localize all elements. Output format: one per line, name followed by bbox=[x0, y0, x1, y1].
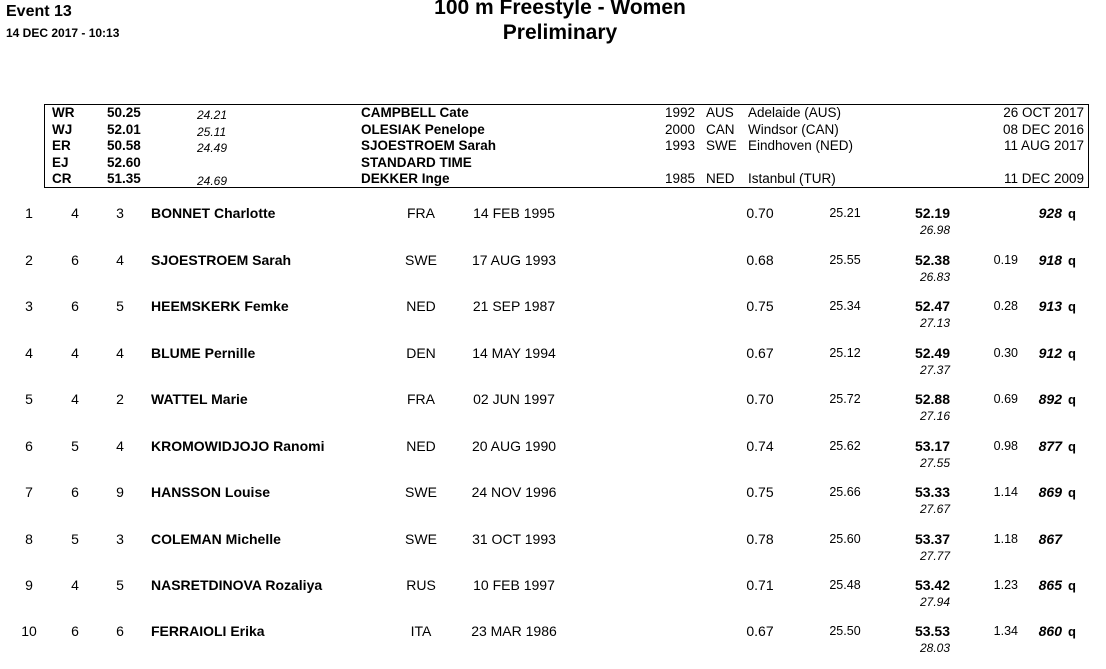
qualified-mark: q bbox=[1068, 624, 1076, 639]
record-nation: SWE bbox=[706, 138, 737, 153]
record-date: 08 DEC 2016 bbox=[1002, 121, 1084, 137]
points: 892 bbox=[1038, 391, 1062, 407]
points: 867 bbox=[1038, 530, 1062, 547]
record-date: 26 OCT 2017 bbox=[1003, 105, 1084, 120]
qualified-mark: q bbox=[1068, 392, 1076, 407]
rank: 7 bbox=[25, 484, 33, 500]
rank: 3 bbox=[25, 298, 33, 314]
final-time: 53.33 bbox=[914, 484, 950, 500]
swimmer-name: WATTEL Marie bbox=[151, 391, 248, 407]
lane: 3 bbox=[116, 530, 124, 547]
split-second-50: 26.83 bbox=[919, 269, 950, 284]
swimmer-name: NASRETDINOVA Rozaliya bbox=[151, 577, 323, 593]
points: 928 bbox=[1038, 205, 1062, 221]
record-holder: OLESIAK Penelope bbox=[361, 121, 485, 137]
record-year: 1993 bbox=[665, 138, 696, 153]
birth-date: 14 FEB 1995 bbox=[473, 205, 555, 221]
record-place: Adelaide (AUS) bbox=[748, 105, 842, 120]
split-50m: 25.12 bbox=[829, 345, 861, 360]
final-time: 53.53 bbox=[914, 623, 950, 639]
swimmer-name: HEEMSKERK Femke bbox=[151, 298, 289, 314]
split-second-50: 27.16 bbox=[919, 409, 950, 423]
qualified-mark: q bbox=[1068, 345, 1076, 361]
rank: 10 bbox=[21, 623, 37, 639]
record-place: Windsor (CAN) bbox=[748, 121, 839, 137]
result-row bbox=[0, 623, 1106, 669]
result-row bbox=[0, 484, 1106, 530]
split-second-50: 27.55 bbox=[919, 455, 950, 470]
points: 913 bbox=[1038, 298, 1062, 314]
record-holder: DEKKER Inge bbox=[361, 171, 450, 186]
reaction-time: 0.67 bbox=[746, 623, 774, 639]
final-time: 53.42 bbox=[914, 577, 950, 593]
record-place: Istanbul (TUR) bbox=[748, 171, 836, 186]
result-row bbox=[0, 577, 1106, 623]
split-50m: 25.60 bbox=[829, 531, 861, 546]
record-split: 25.11 bbox=[197, 124, 227, 139]
split-second-50: 27.94 bbox=[919, 595, 950, 609]
record-time: 52.01 bbox=[107, 121, 141, 137]
split-50m: 25.21 bbox=[829, 206, 861, 220]
swimmer-name: HANSSON Louise bbox=[151, 484, 271, 500]
record-date: 11 AUG 2017 bbox=[1003, 138, 1084, 153]
result-row bbox=[0, 205, 1106, 251]
split-50m: 25.55 bbox=[829, 252, 861, 267]
points: 912 bbox=[1038, 344, 1062, 361]
swimmer-name: KROMOWIDJOJO Ranomi bbox=[151, 437, 325, 454]
record-time: 52.60 bbox=[107, 154, 141, 170]
record-row bbox=[45, 171, 1088, 188]
birth-date: 02 JUN 1997 bbox=[473, 391, 555, 407]
page-title: 100 m Freestyle - Women bbox=[434, 0, 686, 19]
qualified-mark: q bbox=[1068, 252, 1076, 268]
lane: 5 bbox=[116, 298, 124, 314]
rank: 8 bbox=[25, 530, 33, 547]
birth-date: 20 AUG 1990 bbox=[471, 437, 557, 454]
lane: 5 bbox=[116, 577, 124, 593]
final-time: 52.49 bbox=[914, 344, 950, 361]
event-datetime: 14 DEC 2017 - 10:13 bbox=[6, 26, 120, 40]
record-time: 50.25 bbox=[107, 105, 141, 120]
record-year: 1992 bbox=[665, 105, 696, 120]
points: 918 bbox=[1038, 251, 1062, 268]
reaction-time: 0.75 bbox=[746, 298, 774, 314]
event-number: Event 13 bbox=[6, 3, 72, 20]
record-holder: SJOESTROEM Sarah bbox=[361, 138, 497, 153]
final-time: 53.17 bbox=[914, 437, 950, 454]
points: 869 bbox=[1038, 484, 1062, 500]
record-code: EJ bbox=[52, 154, 69, 170]
result-row bbox=[0, 298, 1106, 344]
record-split: 24.69 bbox=[197, 174, 228, 188]
split-50m: 25.72 bbox=[829, 392, 861, 406]
nation: SWE bbox=[405, 251, 437, 268]
birth-date: 23 MAR 1986 bbox=[471, 623, 557, 639]
split-second-50: 27.67 bbox=[919, 502, 950, 516]
reaction-time: 0.75 bbox=[746, 484, 774, 500]
swimmer-name: BLUME Pernille bbox=[151, 344, 256, 361]
heat: 6 bbox=[71, 623, 79, 639]
qualified-mark: q bbox=[1068, 485, 1076, 500]
page-subtitle: Preliminary bbox=[502, 21, 618, 44]
nation: ITA bbox=[410, 623, 432, 639]
time-behind: 0.98 bbox=[993, 438, 1018, 453]
lane: 4 bbox=[116, 251, 124, 268]
record-holder: CAMPBELL Cate bbox=[361, 105, 469, 120]
heat: 6 bbox=[71, 251, 79, 268]
nation: SWE bbox=[405, 484, 437, 500]
swimmer-name: COLEMAN Michelle bbox=[151, 530, 281, 547]
record-year: 1985 bbox=[665, 171, 696, 186]
nation: NED bbox=[406, 298, 436, 314]
lane: 3 bbox=[116, 205, 124, 221]
record-split: 24.21 bbox=[197, 108, 228, 122]
reaction-time: 0.67 bbox=[746, 344, 774, 361]
final-time: 52.47 bbox=[914, 298, 950, 314]
split-second-50: 27.37 bbox=[919, 362, 950, 377]
reaction-time: 0.70 bbox=[746, 205, 774, 221]
rank: 4 bbox=[25, 344, 33, 361]
final-time: 52.88 bbox=[914, 391, 950, 407]
record-holder: STANDARD TIME bbox=[361, 154, 472, 170]
lane: 4 bbox=[116, 437, 124, 454]
nation: SWE bbox=[405, 530, 437, 547]
birth-date: 10 FEB 1997 bbox=[473, 577, 555, 593]
time-behind: 1.34 bbox=[993, 624, 1018, 638]
time-behind: 1.23 bbox=[993, 578, 1018, 592]
rank: 1 bbox=[25, 205, 33, 221]
rank: 9 bbox=[25, 577, 33, 593]
split-second-50: 28.03 bbox=[919, 641, 950, 655]
record-row bbox=[45, 105, 1088, 122]
qualified-mark: q bbox=[1068, 438, 1076, 454]
time-behind: 1.18 bbox=[993, 531, 1018, 546]
rank: 2 bbox=[25, 251, 33, 268]
rank: 5 bbox=[25, 391, 33, 407]
record-time: 50.58 bbox=[107, 138, 141, 153]
record-code: ER bbox=[52, 138, 71, 153]
record-code: WR bbox=[52, 105, 75, 120]
split-50m: 25.34 bbox=[829, 299, 861, 313]
heat: 6 bbox=[71, 298, 79, 314]
birth-date: 24 NOV 1996 bbox=[471, 484, 557, 500]
reaction-time: 0.68 bbox=[746, 251, 774, 268]
nation: NED bbox=[406, 437, 436, 454]
record-nation: AUS bbox=[706, 105, 734, 120]
final-time: 53.37 bbox=[914, 530, 950, 547]
record-split: 24.49 bbox=[197, 141, 228, 155]
lane: 9 bbox=[116, 484, 124, 500]
record-date: 11 DEC 2009 bbox=[1003, 171, 1084, 186]
rank: 6 bbox=[25, 437, 33, 454]
heat: 6 bbox=[71, 484, 79, 500]
heat: 4 bbox=[71, 344, 79, 361]
time-behind: 0.69 bbox=[993, 392, 1018, 406]
nation: FRA bbox=[407, 391, 435, 407]
swimmer-name: SJOESTROEM Sarah bbox=[151, 251, 292, 268]
qualified-mark: q bbox=[1068, 206, 1076, 221]
time-behind: 0.19 bbox=[993, 252, 1018, 267]
heat: 4 bbox=[71, 391, 79, 407]
result-row bbox=[0, 345, 1106, 391]
time-behind: 0.30 bbox=[993, 345, 1018, 360]
nation: RUS bbox=[406, 577, 436, 593]
reaction-time: 0.74 bbox=[746, 437, 774, 454]
record-row bbox=[45, 155, 1088, 172]
record-nation: CAN bbox=[706, 121, 735, 137]
swimmer-name: BONNET Charlotte bbox=[151, 205, 276, 221]
record-row bbox=[45, 122, 1088, 139]
split-second-50: 27.77 bbox=[919, 548, 950, 563]
records-table bbox=[44, 104, 1089, 188]
qualified-mark: q bbox=[1068, 578, 1076, 593]
heat: 5 bbox=[71, 437, 79, 454]
record-nation: NED bbox=[706, 171, 735, 186]
nation: DEN bbox=[406, 344, 436, 361]
result-row bbox=[0, 531, 1106, 577]
result-row bbox=[0, 438, 1106, 484]
qualified-mark: q bbox=[1068, 299, 1076, 314]
split-50m: 25.66 bbox=[829, 485, 861, 499]
birth-date: 14 MAY 1994 bbox=[472, 344, 556, 361]
record-year: 2000 bbox=[665, 121, 696, 137]
heat: 4 bbox=[71, 205, 79, 221]
record-place: Eindhoven (NED) bbox=[748, 138, 854, 153]
swimmer-name: FERRAIOLI Erika bbox=[151, 623, 265, 639]
time-behind: 0.28 bbox=[993, 299, 1018, 313]
birth-date: 17 AUG 1993 bbox=[471, 251, 557, 268]
lane: 6 bbox=[116, 623, 124, 639]
points: 877 bbox=[1038, 437, 1062, 454]
reaction-time: 0.78 bbox=[746, 530, 774, 547]
points: 865 bbox=[1038, 577, 1062, 593]
reaction-time: 0.71 bbox=[746, 577, 774, 593]
final-time: 52.19 bbox=[914, 205, 950, 221]
lane: 2 bbox=[116, 391, 124, 407]
record-code: WJ bbox=[52, 121, 73, 137]
result-row bbox=[0, 391, 1106, 437]
split-50m: 25.50 bbox=[829, 624, 861, 638]
heat: 4 bbox=[71, 577, 79, 593]
record-code: CR bbox=[52, 171, 72, 186]
birth-date: 31 OCT 1993 bbox=[472, 530, 556, 547]
final-time: 52.38 bbox=[914, 251, 950, 268]
record-time: 51.35 bbox=[107, 171, 141, 186]
birth-date: 21 SEP 1987 bbox=[472, 298, 556, 314]
split-50m: 25.48 bbox=[829, 578, 861, 592]
time-behind: 1.14 bbox=[993, 485, 1018, 499]
points: 860 bbox=[1038, 623, 1062, 639]
result-row bbox=[0, 252, 1106, 298]
lane: 4 bbox=[116, 344, 124, 361]
nation: FRA bbox=[407, 205, 435, 221]
reaction-time: 0.70 bbox=[746, 391, 774, 407]
heat: 5 bbox=[71, 530, 79, 547]
split-second-50: 27.13 bbox=[919, 316, 950, 330]
split-second-50: 26.98 bbox=[919, 223, 950, 237]
record-row bbox=[45, 138, 1088, 155]
split-50m: 25.62 bbox=[829, 438, 861, 453]
